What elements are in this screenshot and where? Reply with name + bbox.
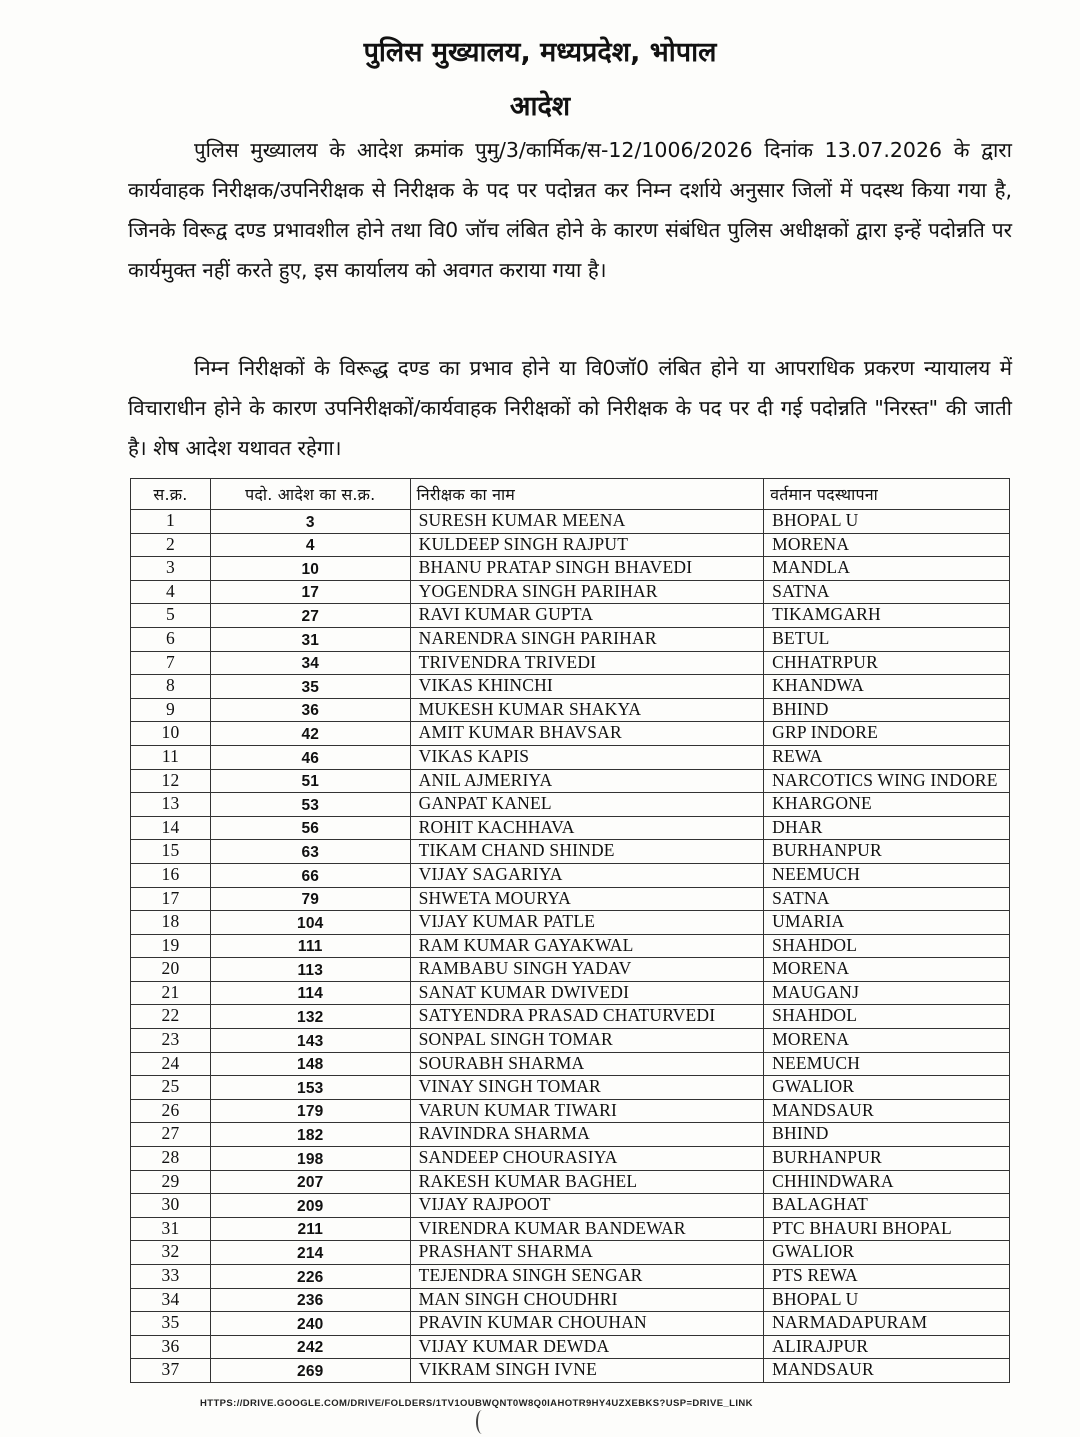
- header-order-serial: पदो. आदेश का स.क्र.: [210, 479, 410, 510]
- order-serial-cell: 104: [210, 911, 410, 935]
- inspector-name-cell: KULDEEP SINGH RAJPUT: [410, 533, 764, 557]
- order-serial-cell: 63: [210, 840, 410, 864]
- posting-cell: DHAR: [764, 816, 1010, 840]
- table-row: [131, 840, 1010, 864]
- serial-cell: 15: [131, 840, 211, 864]
- order-serial-cell: 56: [210, 816, 410, 840]
- table-row: [131, 1335, 1010, 1359]
- inspector-name-cell: RAVI KUMAR GUPTA: [410, 604, 764, 628]
- inspector-name-cell: AMIT KUMAR BHAVSAR: [410, 722, 764, 746]
- order-serial-cell: 35: [210, 675, 410, 699]
- table-row: [131, 1170, 1010, 1194]
- order-serial-cell: 113: [210, 958, 410, 982]
- posting-cell: BHIND: [764, 1123, 1010, 1147]
- header-inspector-name: निरीक्षक का नाम: [410, 479, 764, 510]
- posting-cell: NARCOTICS WING INDORE: [764, 769, 1010, 793]
- posting-cell: MORENA: [764, 1029, 1010, 1053]
- posting-cell: REWA: [764, 745, 1010, 769]
- table-row: [131, 1312, 1010, 1336]
- table-row: [131, 1359, 1010, 1383]
- table-row: [131, 1194, 1010, 1218]
- serial-cell: 23: [131, 1029, 211, 1053]
- table-row: [131, 604, 1010, 628]
- order-serial-cell: 211: [210, 1217, 410, 1241]
- posting-cell: CHHINDWARA: [764, 1170, 1010, 1194]
- serial-cell: 3: [131, 557, 211, 581]
- inspector-name-cell: TIKAM CHAND SHINDE: [410, 840, 764, 864]
- table-row: [131, 863, 1010, 887]
- order-serial-cell: 31: [210, 627, 410, 651]
- drive-link-text: HTTPS://DRIVE.GOOGLE.COM/DRIVE/FOLDERS/1TV1OUBWQNT0W8Q0IAHOTR9HY4UZXEBKS?USP=DRIVE_LINK: [200, 1398, 753, 1409]
- posting-cell: BHOPAL U: [764, 510, 1010, 534]
- order-serial-cell: 226: [210, 1265, 410, 1289]
- table-row: [131, 533, 1010, 557]
- serial-cell: 14: [131, 816, 211, 840]
- order-paragraph-2: निम्न निरीक्षकों के विरूद्ध दण्ड का प्रभाव होने या वि0जॉ0 लंबित होने या आपराधिक प्रकरण न्यायालय में विचाराधीन होने के कारण उपनिरीक्षकों/कार्यवाहक निरीक्षकों को निरीक्षक के पद पर दी गई पदोन्नति "निरस्त" की जाती है। शेष आदेश यथावत रहेगा।: [128, 356, 1012, 460]
- table-row: [131, 1099, 1010, 1123]
- table-row: [131, 1147, 1010, 1171]
- inspector-name-cell: NARENDRA SINGH PARIHAR: [410, 627, 764, 651]
- table-row: [131, 580, 1010, 604]
- serial-cell: 2: [131, 533, 211, 557]
- order-serial-cell: 179: [210, 1099, 410, 1123]
- posting-cell: SHAHDOL: [764, 1005, 1010, 1029]
- table-row: [131, 510, 1010, 534]
- order-serial-cell: 209: [210, 1194, 410, 1218]
- table-row: [131, 1123, 1010, 1147]
- order-serial-cell: 240: [210, 1312, 410, 1336]
- inspector-name-cell: YOGENDRA SINGH PARIHAR: [410, 580, 764, 604]
- table-row: [131, 1029, 1010, 1053]
- order-serial-cell: 143: [210, 1029, 410, 1053]
- serial-cell: 13: [131, 793, 211, 817]
- order-serial-cell: 36: [210, 698, 410, 722]
- table-row: [131, 557, 1010, 581]
- inspector-name-cell: RAVINDRA SHARMA: [410, 1123, 764, 1147]
- order-serial-cell: 66: [210, 863, 410, 887]
- inspector-name-cell: MUKESH KUMAR SHAKYA: [410, 698, 764, 722]
- table-row: [131, 722, 1010, 746]
- inspector-name-cell: VIJAY SAGARIYA: [410, 863, 764, 887]
- order-serial-cell: 198: [210, 1147, 410, 1171]
- posting-cell: TIKAMGARH: [764, 604, 1010, 628]
- posting-cell: PTC BHAURI BHOPAL: [764, 1217, 1010, 1241]
- table-body: [131, 510, 1010, 1383]
- order-paragraph-1: पुलिस मुख्यालय के आदेश क्रमांक पुमु/3/कार्मिक/स-12/1006/2026 दिनांक 13.07.2026 के द्वारा कार्यवाहक निरीक्षक/उपनिरीक्षक से निरीक्षक के पद पर पदोन्नत कर निम्न दर्शाये अनुसार जिलों में पदस्थ किया गया है, जिनके विरूद्व दण्ड प्रभावशील होने तथा वि0 जॉच लंबित होने के कारण संबंधित पुलिस अधीक्षकों द्वारा इन्हें पदोन्नति पर कार्यमुक्त नहीं करते हुए, इस कार्यालय को अवगत कराया गया है।: [128, 138, 1012, 282]
- table-row: [131, 769, 1010, 793]
- order-serial-cell: 3: [210, 510, 410, 534]
- posting-cell: ALIRAJPUR: [764, 1335, 1010, 1359]
- posting-cell: SHAHDOL: [764, 934, 1010, 958]
- order-serial-cell: 4: [210, 533, 410, 557]
- serial-cell: 26: [131, 1099, 211, 1123]
- header-current-posting: वर्तमान पदस्थापना: [764, 479, 1010, 510]
- serial-cell: 4: [131, 580, 211, 604]
- table-row: [131, 793, 1010, 817]
- inspector-name-cell: VIKAS KAPIS: [410, 745, 764, 769]
- office-heading: पुलिस मुख्यालय, मध्यप्रदेश, भोपाल: [363, 37, 717, 68]
- serial-cell: 16: [131, 863, 211, 887]
- serial-cell: 21: [131, 981, 211, 1005]
- inspector-name-cell: PRASHANT SHARMA: [410, 1241, 764, 1265]
- inspector-name-cell: VARUN KUMAR TIWARI: [410, 1099, 764, 1123]
- order-title: आदेश: [509, 91, 571, 122]
- posting-cell: BHOPAL U: [764, 1288, 1010, 1312]
- serial-cell: 24: [131, 1052, 211, 1076]
- inspector-name-cell: RAKESH KUMAR BAGHEL: [410, 1170, 764, 1194]
- posting-cell: KHANDWA: [764, 675, 1010, 699]
- inspector-name-cell: SHWETA MOURYA: [410, 887, 764, 911]
- inspector-name-cell: VIJAY RAJPOOT: [410, 1194, 764, 1218]
- posting-cell: BURHANPUR: [764, 1147, 1010, 1171]
- posting-cell: MORENA: [764, 958, 1010, 982]
- posting-cell: MANDSAUR: [764, 1359, 1010, 1383]
- inspector-name-cell: BHANU PRATAP SINGH BHAVEDI: [410, 557, 764, 581]
- serial-cell: 20: [131, 958, 211, 982]
- order-serial-cell: 79: [210, 887, 410, 911]
- inspector-name-cell: VIKRAM SINGH IVNE: [410, 1359, 764, 1383]
- serial-cell: 19: [131, 934, 211, 958]
- inspector-name-cell: TEJENDRA SINGH SENGAR: [410, 1265, 764, 1289]
- inspector-name-cell: ANIL AJMERIYA: [410, 769, 764, 793]
- inspector-name-cell: RAM KUMAR GAYAKWAL: [410, 934, 764, 958]
- serial-cell: 18: [131, 911, 211, 935]
- posting-cell: NARMADAPURAM: [764, 1312, 1010, 1336]
- order-serial-cell: 46: [210, 745, 410, 769]
- order-serial-cell: 27: [210, 604, 410, 628]
- order-serial-cell: 132: [210, 1005, 410, 1029]
- table-row: [131, 1241, 1010, 1265]
- inspector-name-cell: VINAY SINGH TOMAR: [410, 1076, 764, 1100]
- posting-cell: UMARIA: [764, 911, 1010, 935]
- inspector-name-cell: VIKAS KHINCHI: [410, 675, 764, 699]
- inspector-name-cell: TRIVENDRA TRIVEDI: [410, 651, 764, 675]
- inspector-name-cell: SONPAL SINGH TOMAR: [410, 1029, 764, 1053]
- posting-cell: GWALIOR: [764, 1241, 1010, 1265]
- serial-cell: 31: [131, 1217, 211, 1241]
- posting-cell: BALAGHAT: [764, 1194, 1010, 1218]
- table-row: [131, 627, 1010, 651]
- serial-cell: 28: [131, 1147, 211, 1171]
- serial-cell: 29: [131, 1170, 211, 1194]
- posting-cell: CHHATRPUR: [764, 651, 1010, 675]
- order-serial-cell: 214: [210, 1241, 410, 1265]
- posting-cell: SATNA: [764, 580, 1010, 604]
- serial-cell: 7: [131, 651, 211, 675]
- order-serial-cell: 153: [210, 1076, 410, 1100]
- posting-cell: BETUL: [764, 627, 1010, 651]
- inspector-name-cell: ROHIT KACHHAVA: [410, 816, 764, 840]
- order-serial-cell: 207: [210, 1170, 410, 1194]
- serial-cell: 27: [131, 1123, 211, 1147]
- posting-cell: SATNA: [764, 887, 1010, 911]
- table-row: [131, 1288, 1010, 1312]
- table-row: [131, 981, 1010, 1005]
- inspector-name-cell: GANPAT KANEL: [410, 793, 764, 817]
- posting-cell: BHIND: [764, 698, 1010, 722]
- table-row: [131, 934, 1010, 958]
- inspector-name-cell: SANDEEP CHOURASIYA: [410, 1147, 764, 1171]
- serial-cell: 8: [131, 675, 211, 699]
- order-serial-cell: 269: [210, 1359, 410, 1383]
- posting-cell: NEEMUCH: [764, 1052, 1010, 1076]
- inspector-name-cell: SURESH KUMAR MEENA: [410, 510, 764, 534]
- serial-cell: 10: [131, 722, 211, 746]
- table-row: [131, 651, 1010, 675]
- inspector-name-cell: SOURABH SHARMA: [410, 1052, 764, 1076]
- order-serial-cell: 242: [210, 1335, 410, 1359]
- posting-cell: MAUGANJ: [764, 981, 1010, 1005]
- posting-cell: MANDLA: [764, 557, 1010, 581]
- order-serial-cell: 182: [210, 1123, 410, 1147]
- posting-cell: KHARGONE: [764, 793, 1010, 817]
- serial-cell: 5: [131, 604, 211, 628]
- table-row: [131, 675, 1010, 699]
- serial-cell: 9: [131, 698, 211, 722]
- order-serial-cell: 51: [210, 769, 410, 793]
- inspector-name-cell: VIRENDRA KUMAR BANDEWAR: [410, 1217, 764, 1241]
- ink-mark: [476, 1410, 488, 1434]
- serial-cell: 6: [131, 627, 211, 651]
- serial-cell: 30: [131, 1194, 211, 1218]
- serial-cell: 22: [131, 1005, 211, 1029]
- posting-cell: NEEMUCH: [764, 863, 1010, 887]
- serial-cell: 33: [131, 1265, 211, 1289]
- order-serial-cell: 114: [210, 981, 410, 1005]
- table-row: [131, 1217, 1010, 1241]
- inspector-name-cell: MAN SINGH CHOUDHRI: [410, 1288, 764, 1312]
- inspector-name-cell: VIJAY KUMAR DEWDA: [410, 1335, 764, 1359]
- order-serial-cell: 17: [210, 580, 410, 604]
- posting-cell: MORENA: [764, 533, 1010, 557]
- header-serial: स.क्र.: [131, 479, 211, 510]
- table-row: [131, 958, 1010, 982]
- order-serial-cell: 10: [210, 557, 410, 581]
- table-row: [131, 1005, 1010, 1029]
- serial-cell: 35: [131, 1312, 211, 1336]
- inspector-name-cell: PRAVIN KUMAR CHOUHAN: [410, 1312, 764, 1336]
- order-serial-cell: 148: [210, 1052, 410, 1076]
- order-serial-cell: 236: [210, 1288, 410, 1312]
- table-row: [131, 887, 1010, 911]
- table-row: [131, 816, 1010, 840]
- posting-cell: BURHANPUR: [764, 840, 1010, 864]
- posting-cell: PTS REWA: [764, 1265, 1010, 1289]
- serial-cell: 12: [131, 769, 211, 793]
- table-row: [131, 1265, 1010, 1289]
- table-row: [131, 745, 1010, 769]
- inspector-table: [130, 478, 1010, 1383]
- serial-cell: 37: [131, 1359, 211, 1383]
- serial-cell: 32: [131, 1241, 211, 1265]
- serial-cell: 36: [131, 1335, 211, 1359]
- table-header-row: [131, 479, 1010, 510]
- serial-cell: 11: [131, 745, 211, 769]
- serial-cell: 34: [131, 1288, 211, 1312]
- serial-cell: 25: [131, 1076, 211, 1100]
- serial-cell: 17: [131, 887, 211, 911]
- order-serial-cell: 111: [210, 934, 410, 958]
- table-row: [131, 1052, 1010, 1076]
- order-serial-cell: 53: [210, 793, 410, 817]
- table-row: [131, 1076, 1010, 1100]
- posting-cell: GWALIOR: [764, 1076, 1010, 1100]
- inspector-name-cell: VIJAY KUMAR PATLE: [410, 911, 764, 935]
- posting-cell: MANDSAUR: [764, 1099, 1010, 1123]
- table-row: [131, 911, 1010, 935]
- order-serial-cell: 34: [210, 651, 410, 675]
- inspector-name-cell: SATYENDRA PRASAD CHATURVEDI: [410, 1005, 764, 1029]
- posting-cell: GRP INDORE: [764, 722, 1010, 746]
- inspector-name-cell: SANAT KUMAR DWIVEDI: [410, 981, 764, 1005]
- serial-cell: 1: [131, 510, 211, 534]
- inspector-name-cell: RAMBABU SINGH YADAV: [410, 958, 764, 982]
- order-serial-cell: 42: [210, 722, 410, 746]
- table-row: [131, 698, 1010, 722]
